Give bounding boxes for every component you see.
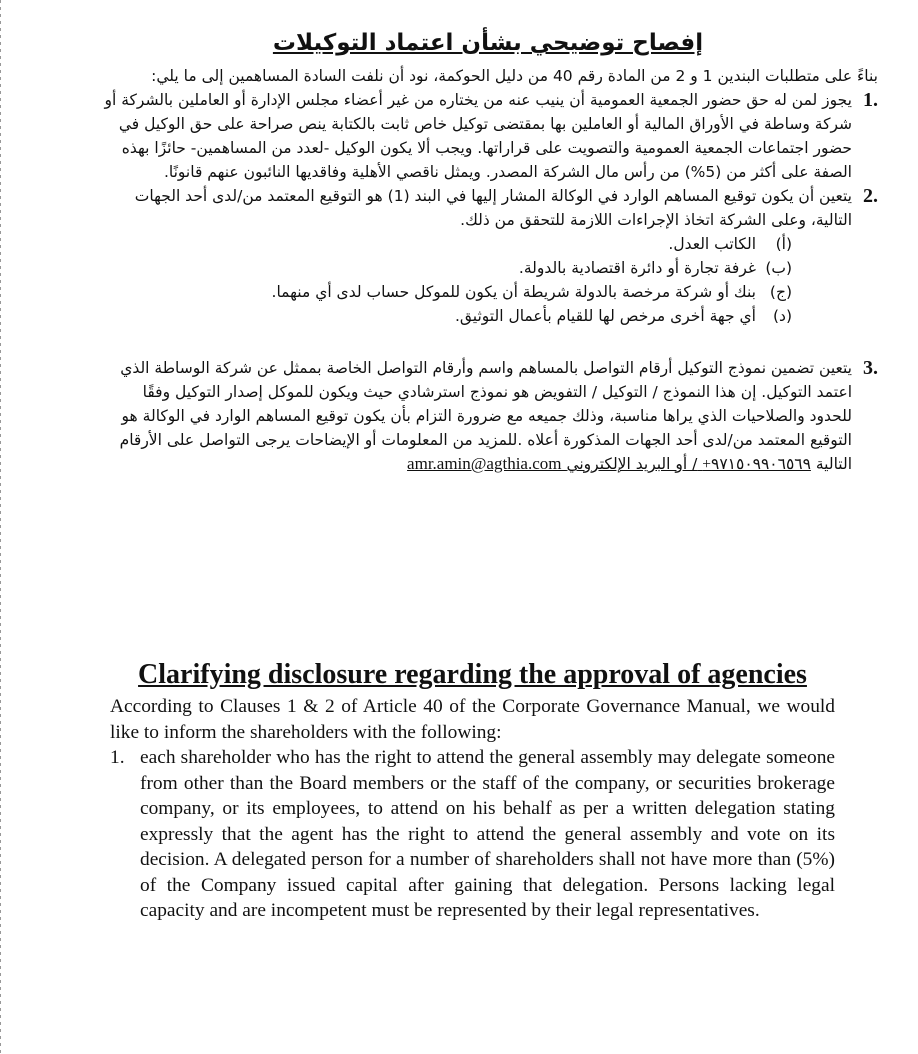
- arabic-item-2-text: يتعين أن يكون توقيع المساهم الوارد في الوكالة المشار إليها في البند (1) هو التوقيع المعتمد من/لدى أحد الجهات التالية، وعلى الشركة اتخاذ الإجراءات اللازمة للتحقق من ذلك.: [134, 187, 852, 229]
- arabic-title: إفصاح توضيحي بشأن اعتماد التوكيلات: [272, 30, 704, 56]
- or-email-label: / أو البريد الإلكتروني: [566, 455, 698, 473]
- english-intro: According to Clauses 1 & 2 of Article 40 of the Corporate Governance Manual, we would like to inform the shareholders with the following:: [110, 696, 835, 743]
- arabic-sub-mark-d: (د): [773, 307, 792, 325]
- english-title: Clarifying disclosure regarding the approval of agencies: [138, 659, 807, 690]
- arabic-sub-text-d: أي جهة أخرى مرخص لها للقيام بأعمال التوثيق.: [454, 307, 756, 325]
- arabic-section: [98, 28, 878, 477]
- contact-email-link[interactable]: amr.amin@agthia.com: [407, 454, 562, 473]
- english-item-1: [110, 745, 835, 924]
- arabic-sub-list: [98, 232, 792, 328]
- arabic-sub-item-b: [98, 256, 792, 280]
- arabic-gap: [98, 328, 878, 356]
- arabic-item-1-text: يجوز لمن له حق حضور الجمعية العمومية أن ينيب عنه من يختاره من غير أعضاء مجلس الإدارة أو العاملين بالشركة أو شركة وساطة في الأوراق المالية أو العاملين بها بمقتضى توكيل خاص ثابت بالكتابة ينص صراحة على حق الوكيل في حضور اجتماعات الجمعية العمومية والتصويت على قراراتها. ويجب ألا يكون الوكيل -لعدد من المساهمين- حائزًا بهذه الصفة على أكثر من (5%) من رأس مال الشركة المصدر. ويمثل ناقصي الأهلية وفاقديها النائبون عنهم قانونًا.: [104, 91, 852, 181]
- arabic-contact-line: [562, 455, 811, 473]
- arabic-item-3-number: .3: [863, 357, 878, 379]
- arabic-sub-text-a: الكاتب العدل.: [668, 235, 756, 253]
- english-item-1-number: 1.: [110, 747, 125, 768]
- arabic-sub-text-c: بنك أو شركة مرخصة بالدولة شريطة أن يكون للموكل حساب لدى أي منهما.: [271, 283, 756, 301]
- arabic-item-3: [98, 356, 878, 477]
- scan-edge-line: [0, 0, 1, 1054]
- arabic-sub-item-a: [98, 232, 792, 256]
- arabic-sub-text-b: غرفة تجارة أو دائرة اقتصادية بالدولة.: [518, 259, 756, 277]
- arabic-item-2: [98, 184, 878, 328]
- arabic-sub-item-d: [98, 304, 792, 328]
- arabic-item-2-number: .2: [863, 185, 878, 207]
- arabic-item-3-body: يتعين تضمين نموذج التوكيل أرقام التواصل بالمساهم واسم وأرقام التواصل الخاصة بممثل عن شركة الوساطة الذي اعتمد التوكيل. إن هذا النموذج / التوكيل / التفويض هو نموذج استرشادي حيث ويكون للموكل إصدار التوكيل وفقًا للحدود والصلاحيات الذي يراها مناسبة، وذلك جميعه مع ضرورة التزام بأن يكون توقيع المساهم الوارد في الوكالة هو التوقيع المعتمد من/لدى أحد الجهات المذكورة أعلاه .للمزيد من المعلومات أو الإيضاحات يرجى التواصل على الأرقام التالية: [119, 359, 852, 473]
- arabic-item-3-text: [98, 356, 852, 477]
- arabic-intro: بناءً على متطلبات البندين 1 و 2 من المادة رقم 40 من دليل الحوكمة، نود أن نلفت السادة المساهمين إلى ما يلي:: [151, 67, 878, 85]
- arabic-sub-mark-a: (أ): [775, 235, 792, 253]
- arabic-sub-mark-c: (ج): [769, 283, 792, 301]
- contact-phone[interactable]: +٩٧١٥٠٩٩٠٦٥٦٩: [702, 456, 811, 473]
- english-item-1-text: each shareholder who has the right to attend the general assembly may delegate someone from other than the Board members or the staff of the company, or securities brokerage company, or its employees, to attend on his behalf as per a written delegation stating expressly that the agent has the right to attend the general assembly and vote on its decision. A delegated person for a number of shareholders shall not have more than (5%) of the Company issued capital after gaining that delegation. Persons lacking legal capacity and are incompetent must be represented by their legal representatives.: [140, 747, 835, 921]
- arabic-sub-item-c: [98, 280, 792, 304]
- arabic-sub-mark-b: (ب): [765, 259, 792, 277]
- arabic-item-1: [98, 88, 878, 184]
- arabic-item-1-number: .1: [863, 89, 878, 111]
- english-section: [110, 658, 835, 924]
